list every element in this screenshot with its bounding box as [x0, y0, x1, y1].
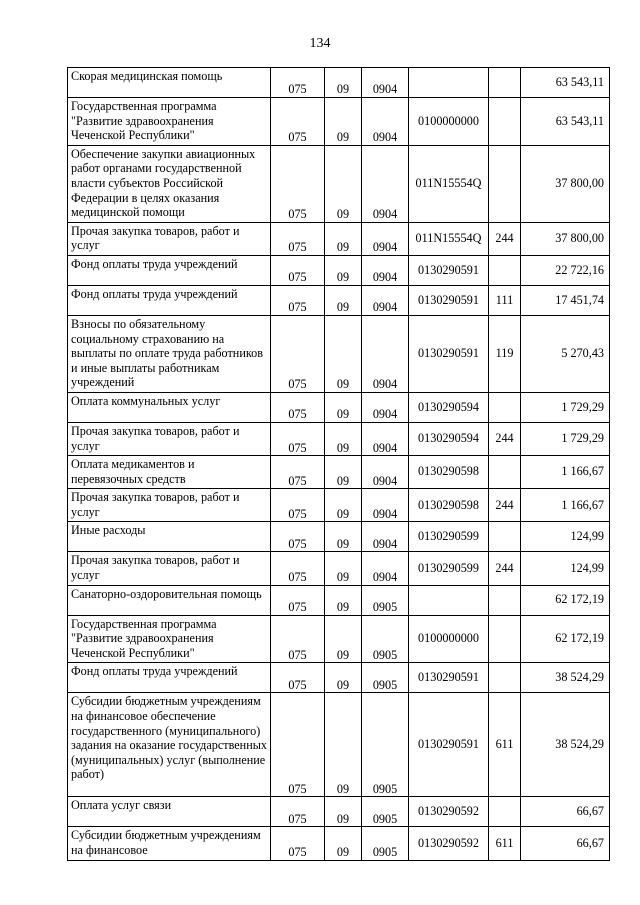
cell-vr — [489, 456, 521, 489]
cell-ved: 075 — [271, 827, 325, 860]
cell-vr — [489, 522, 521, 552]
cell-vr — [489, 68, 521, 98]
table-row — [68, 522, 610, 552]
cell-csr: 0130290594 — [409, 422, 489, 455]
cell-vr: 611 — [489, 827, 521, 860]
cell-prz: 0904 — [362, 222, 409, 255]
cell-csr: 0130290591 — [409, 315, 489, 392]
cell-vr — [489, 145, 521, 222]
cell-ved: 075 — [271, 456, 325, 489]
cell-ved: 075 — [271, 615, 325, 663]
budget-table — [67, 67, 610, 861]
table-row — [68, 255, 610, 285]
cell-vr — [489, 615, 521, 663]
cell-ved: 075 — [271, 693, 325, 797]
cell-vr — [489, 98, 521, 146]
cell-name: Оплата услуг связи — [68, 797, 271, 827]
table-row — [68, 552, 610, 585]
cell-rz: 09 — [325, 222, 362, 255]
cell-csr: 0130290599 — [409, 552, 489, 585]
table-row — [68, 68, 610, 98]
cell-rz: 09 — [325, 615, 362, 663]
cell-sum: 124,99 — [521, 552, 610, 585]
cell-name: Субсидии бюджетным учреждениям на финансовое обеспечение государственного (муниципального) задания на оказание государственных (муниципальных) услуг (выполнение работ) — [68, 693, 271, 797]
table-row — [68, 422, 610, 455]
cell-vr — [489, 255, 521, 285]
cell-prz: 0905 — [362, 585, 409, 615]
table-row — [68, 663, 610, 693]
table-row — [68, 222, 610, 255]
cell-prz: 0904 — [362, 392, 409, 422]
cell-prz: 0905 — [362, 797, 409, 827]
cell-vr: 111 — [489, 285, 521, 315]
cell-rz: 09 — [325, 827, 362, 860]
cell-prz: 0904 — [362, 489, 409, 522]
cell-sum: 124,99 — [521, 522, 610, 552]
cell-sum: 66,67 — [521, 827, 610, 860]
cell-vr: 119 — [489, 315, 521, 392]
cell-name: Фонд оплаты труда учреждений — [68, 255, 271, 285]
cell-rz: 09 — [325, 663, 362, 693]
cell-csr: 011N15554Q — [409, 145, 489, 222]
cell-name: Прочая закупка товаров, работ и услуг — [68, 552, 271, 585]
cell-rz: 09 — [325, 489, 362, 522]
cell-csr: 0130290594 — [409, 392, 489, 422]
cell-csr — [409, 585, 489, 615]
cell-csr — [409, 68, 489, 98]
cell-name: Фонд оплаты труда учреждений — [68, 285, 271, 315]
cell-vr — [489, 585, 521, 615]
cell-rz: 09 — [325, 392, 362, 422]
cell-rz: 09 — [325, 98, 362, 146]
cell-vr: 244 — [489, 422, 521, 455]
cell-name: Иные расходы — [68, 522, 271, 552]
table-row — [68, 145, 610, 222]
cell-sum: 63 543,11 — [521, 68, 610, 98]
cell-csr: 0130290599 — [409, 522, 489, 552]
cell-prz: 0904 — [362, 522, 409, 552]
table-row — [68, 98, 610, 146]
cell-sum: 62 172,19 — [521, 615, 610, 663]
cell-name: Государственная программа "Развитие здравоохранения Чеченской Республики" — [68, 615, 271, 663]
table-row — [68, 797, 610, 827]
cell-rz: 09 — [325, 422, 362, 455]
cell-rz: 09 — [325, 456, 362, 489]
table-row — [68, 827, 610, 860]
table-row — [68, 489, 610, 522]
cell-vr — [489, 663, 521, 693]
cell-name: Взносы по обязательному социальному страхованию на выплаты по оплате труда работников и иные выплаты работникам учреждений — [68, 315, 271, 392]
cell-rz: 09 — [325, 552, 362, 585]
cell-ved: 075 — [271, 255, 325, 285]
cell-sum: 1 729,29 — [521, 422, 610, 455]
cell-sum: 62 172,19 — [521, 585, 610, 615]
cell-csr: 0100000000 — [409, 615, 489, 663]
cell-csr: 011N15554Q — [409, 222, 489, 255]
cell-ved: 075 — [271, 522, 325, 552]
cell-sum: 37 800,00 — [521, 145, 610, 222]
table-row — [68, 285, 610, 315]
cell-ved: 075 — [271, 68, 325, 98]
cell-prz: 0904 — [362, 98, 409, 146]
cell-vr: 244 — [489, 489, 521, 522]
table-row — [68, 315, 610, 392]
cell-csr: 0130290592 — [409, 827, 489, 860]
cell-vr: 244 — [489, 222, 521, 255]
cell-rz: 09 — [325, 693, 362, 797]
cell-sum: 37 800,00 — [521, 222, 610, 255]
cell-csr: 0130290598 — [409, 456, 489, 489]
cell-name: Обеспечение закупки авиационных работ органами государственной власти субъектов Российской Федерации в целях оказания медицинской помощи — [68, 145, 271, 222]
cell-sum: 1 166,67 — [521, 456, 610, 489]
cell-name: Государственная программа "Развитие здравоохранения Чеченской Республики" — [68, 98, 271, 146]
cell-sum: 38 524,29 — [521, 663, 610, 693]
cell-rz: 09 — [325, 145, 362, 222]
table-row — [68, 615, 610, 663]
cell-ved: 075 — [271, 663, 325, 693]
cell-csr: 0130290592 — [409, 797, 489, 827]
cell-prz: 0904 — [362, 422, 409, 455]
cell-prz: 0904 — [362, 315, 409, 392]
cell-ved: 075 — [271, 222, 325, 255]
cell-name: Фонд оплаты труда учреждений — [68, 663, 271, 693]
cell-ved: 075 — [271, 145, 325, 222]
table-row — [68, 585, 610, 615]
cell-rz: 09 — [325, 285, 362, 315]
cell-csr: 0130290591 — [409, 663, 489, 693]
cell-csr: 0130290598 — [409, 489, 489, 522]
cell-prz: 0904 — [362, 145, 409, 222]
cell-name: Прочая закупка товаров, работ и услуг — [68, 222, 271, 255]
cell-name: Скорая медицинская помощь — [68, 68, 271, 98]
cell-rz: 09 — [325, 255, 362, 285]
cell-ved: 075 — [271, 552, 325, 585]
cell-rz: 09 — [325, 68, 362, 98]
table-row — [68, 693, 610, 797]
cell-name: Субсидии бюджетным учреждениям на финансовое — [68, 827, 271, 860]
cell-name: Оплата медикаментов и перевязочных средств — [68, 456, 271, 489]
cell-name: Прочая закупка товаров, работ и услуг — [68, 489, 271, 522]
cell-vr: 244 — [489, 552, 521, 585]
cell-sum: 17 451,74 — [521, 285, 610, 315]
cell-sum: 5 270,43 — [521, 315, 610, 392]
cell-rz: 09 — [325, 315, 362, 392]
cell-ved: 075 — [271, 422, 325, 455]
cell-name: Оплата коммунальных услуг — [68, 392, 271, 422]
cell-ved: 075 — [271, 315, 325, 392]
cell-sum: 38 524,29 — [521, 693, 610, 797]
cell-ved: 075 — [271, 98, 325, 146]
cell-rz: 09 — [325, 585, 362, 615]
table-row — [68, 456, 610, 489]
cell-ved: 075 — [271, 392, 325, 422]
cell-prz: 0905 — [362, 827, 409, 860]
cell-csr: 0130290591 — [409, 693, 489, 797]
cell-csr: 0130290591 — [409, 255, 489, 285]
cell-rz: 09 — [325, 797, 362, 827]
cell-prz: 0905 — [362, 663, 409, 693]
cell-sum: 22 722,16 — [521, 255, 610, 285]
cell-vr — [489, 392, 521, 422]
cell-name: Санаторно-оздоровительная помощь — [68, 585, 271, 615]
cell-ved: 075 — [271, 585, 325, 615]
cell-sum: 1 729,29 — [521, 392, 610, 422]
cell-prz: 0904 — [362, 552, 409, 585]
cell-sum: 63 543,11 — [521, 98, 610, 146]
page-number: 134 — [309, 36, 331, 51]
table-row — [68, 392, 610, 422]
cell-sum: 66,67 — [521, 797, 610, 827]
cell-csr: 0130290591 — [409, 285, 489, 315]
cell-prz: 0904 — [362, 285, 409, 315]
cell-prz: 0904 — [362, 456, 409, 489]
cell-ved: 075 — [271, 489, 325, 522]
cell-vr: 611 — [489, 693, 521, 797]
cell-prz: 0904 — [362, 68, 409, 98]
cell-ved: 075 — [271, 285, 325, 315]
cell-rz: 09 — [325, 522, 362, 552]
cell-name: Прочая закупка товаров, работ и услуг — [68, 422, 271, 455]
cell-sum: 1 166,67 — [521, 489, 610, 522]
cell-vr — [489, 797, 521, 827]
cell-prz: 0905 — [362, 615, 409, 663]
cell-prz: 0904 — [362, 255, 409, 285]
cell-ved: 075 — [271, 797, 325, 827]
cell-csr: 0100000000 — [409, 98, 489, 146]
cell-prz: 0905 — [362, 693, 409, 797]
